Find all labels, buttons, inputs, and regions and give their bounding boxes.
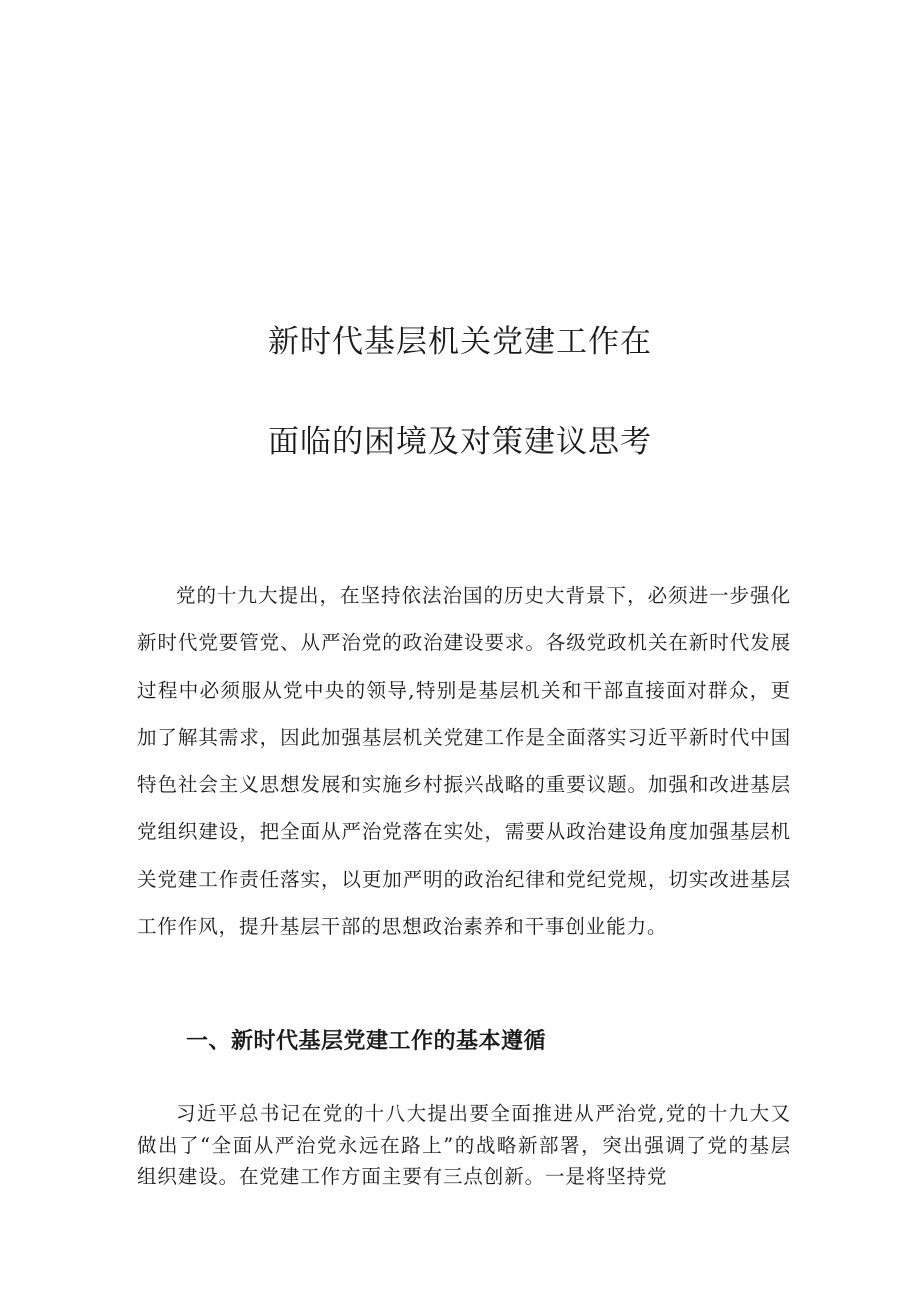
document-title-line-2: 面临的困境及对策建议思考 — [268, 424, 652, 460]
section-heading-1: 一、新时代基层党建工作的基本遵循 — [186, 1029, 547, 1054]
document-title-line-1: 新时代基层机关党建工作在 — [268, 324, 652, 360]
intro-paragraph: 党的十九大提出，在坚持依法治国的历史大背景下，必须进一步强化新时代党要管党、从严治党的政治建设要求。各级党政机关在新时代发展过程中必须服从党中央的领导,特别是基层机关和干部直接面对群众，更加了解其需求，因此加强基层机关党建工作是全面落实习近平新时代中国特色社会主义思想发展和实施乡村振兴战略的重要议题。加强和改进基层党组织建设，把全面从严治党落在实处，需要从政治建设角度加强基层机关党建工作责任落实，以更加严明的政治纪律和党纪党规，切实改进基层工作作风，提升基层干部的思想政治素养和干事创业能力。 — [137, 584, 791, 939]
section-1-paragraph: 习近平总书记在党的十八大提出要全面推进从严治党,党的十九大又做出了“全面从严治党永远在路上”的战略新部署，突出强调了党的基层组织建设。在党建工作方面主要有三点创新。一是将坚持党 — [137, 1102, 791, 1188]
